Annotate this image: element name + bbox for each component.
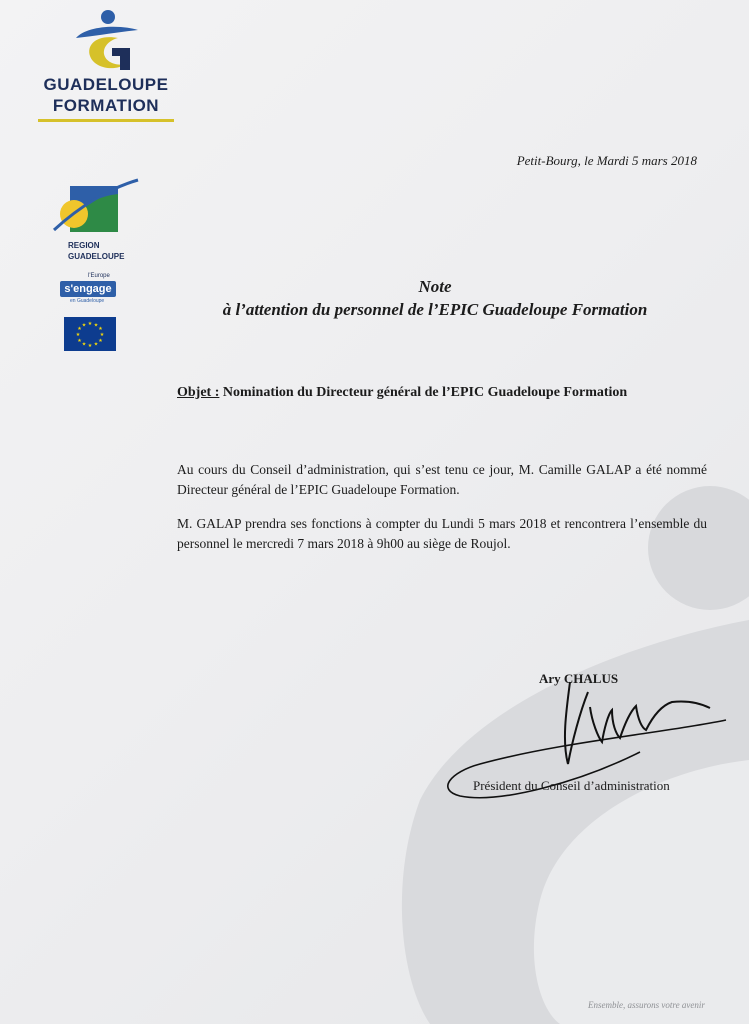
date-line: Petit-Bourg, le Mardi 5 mars 2018 <box>516 153 697 168</box>
svg-text:★: ★ <box>93 341 99 348</box>
guadeloupe-formation-logo <box>36 8 176 122</box>
subject-label: Objet : <box>177 385 220 400</box>
region-label-line1: REGION <box>68 241 100 250</box>
svg-text:★: ★ <box>99 332 105 338</box>
body-paragraph: Au cours du Conseil d’administration, qui s’est tenu ce jour, M. Camille GALAP a été nommé Directeur général de l’EPIC Guadeloupe Formation. <box>177 462 707 497</box>
brand-name-line1: GUADELOUPE <box>43 75 169 94</box>
europe-engage-logo <box>60 273 122 309</box>
body-paragraph: M. GALAP prendra ses fonctions à compter du Lundi 5 mars 2018 et rencontrera l’ensemble du personnel le mercredi 7 mars 2018 à 9h00 au siège de Roujol. <box>177 516 707 551</box>
partner-logos <box>50 176 140 351</box>
eu-flag-icon <box>64 317 116 351</box>
svg-text:★: ★ <box>98 338 103 344</box>
svg-text:★: ★ <box>87 343 93 349</box>
logo-g-icon <box>68 8 144 74</box>
europe-label-main: s'engage <box>60 281 116 297</box>
subject-text: Nomination du Directeur général de l’EPIC Guadeloupe Formation <box>222 385 628 400</box>
region-label-line2: GUADELOUPE <box>68 252 125 261</box>
svg-text:★: ★ <box>81 322 87 329</box>
signer-title: Président du Conseil d’administration <box>473 778 670 793</box>
note-title: Note <box>418 277 452 296</box>
svg-text:★: ★ <box>98 326 103 332</box>
europe-label-top: l'Europe <box>88 273 110 279</box>
svg-text:★: ★ <box>77 326 82 332</box>
signer-name: Ary CHALUS <box>539 671 619 686</box>
svg-text:★: ★ <box>75 332 81 338</box>
svg-text:★: ★ <box>77 338 82 344</box>
subject-line <box>177 385 627 401</box>
region-guadeloupe-logo-icon <box>50 176 140 234</box>
footer-motto: Ensemble, assurons votre avenir <box>588 1000 705 1010</box>
svg-text:★: ★ <box>81 341 87 348</box>
brand-name-line2: FORMATION <box>52 96 160 115</box>
svg-text:★: ★ <box>87 321 93 327</box>
svg-text:★: ★ <box>93 322 99 329</box>
note-subtitle: à l’attention du personnel de l’EPIC Guadeloupe Formation <box>222 300 648 319</box>
brand-underline <box>38 119 174 122</box>
europe-label-bottom: en Guadeloupe <box>70 298 105 304</box>
